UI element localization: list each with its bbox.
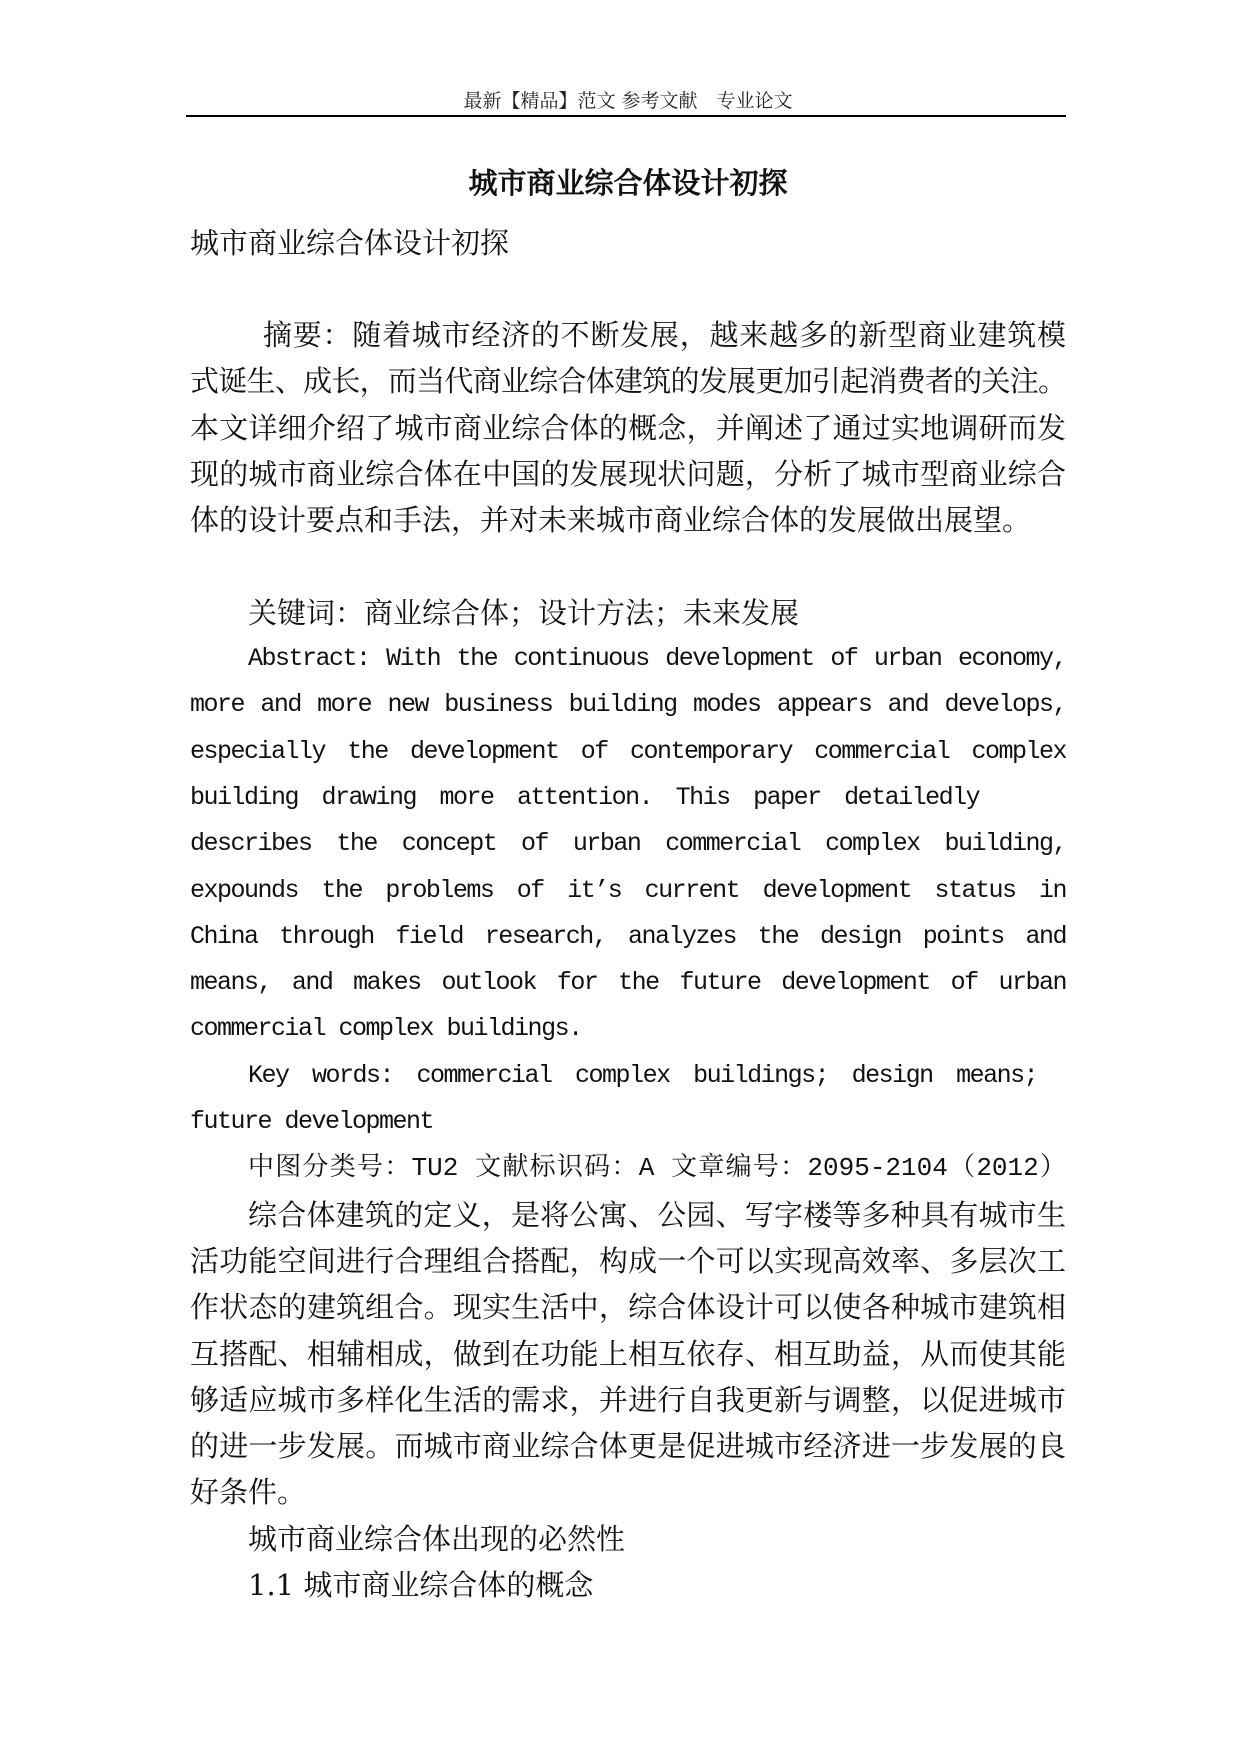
abstract-en-line: Abstract: With the continuous development of urban economy,: [248, 644, 1066, 674]
abstract-cn-line: 体的设计要点和手法，并对未来城市商业综合体的发展做出展望。: [190, 503, 1032, 538]
running-header: 最新【精品】范文 参考文献 专业论文: [463, 90, 793, 112]
body-paragraph: [190, 1192, 1066, 1516]
abstract-cn-line: 摘要：随着城市经济的不断发展，越来越多的新型商业建筑模: [263, 318, 1066, 352]
body-line: 活功能空间进行合理组合搭配，构成一个可以实现高效率、多层次工: [190, 1243, 1066, 1278]
keywords-en-line: Key words: commercial complex buildings; design means;: [248, 1060, 1038, 1090]
section-heading: 城市商业综合体出现的必然性: [248, 1521, 626, 1556]
abstract-en-line: more and more new business building modes appears and develops,: [190, 690, 1066, 720]
classification-line: 中图分类号：TU2 文献标识码：A 文章编号：2095-2104（2012）: [248, 1153, 1066, 1184]
subsection-heading: 1.1 城市商业综合体的概念: [248, 1568, 594, 1603]
body-line: 好条件。: [190, 1475, 307, 1510]
abstract-cn: [190, 312, 1066, 543]
keywords-en: [190, 1053, 1066, 1146]
body-line: 作状态的建筑组合。现实生活中，综合体设计可以使各种城市建筑相: [190, 1290, 1066, 1325]
abstract-en-line: especially the development of contemporary commercial complex: [190, 736, 1066, 766]
abstract-en-line: expounds the problems of it’s current development status in: [190, 875, 1066, 905]
body-line: 综合体建筑的定义，是将公寓、公园、写字楼等多种具有城市生: [248, 1197, 1066, 1232]
keywords-cn: 关键词：商业综合体；设计方法；未来发展: [248, 595, 800, 630]
abstract-cn-line: 现的城市商业综合体在中国的发展现状问题，分析了城市型商业综合: [190, 456, 1066, 491]
document-body: [190, 312, 1066, 1608]
abstract-cn-line: 式诞生、成长，而当代商业综合体建筑的发展更加引起消费者的关注。: [190, 364, 1066, 399]
document-subtitle: 城市商业综合体设计初探: [190, 226, 510, 260]
document-title: 城市商业综合体设计初探: [468, 166, 788, 200]
abstract-en-line: means, and makes outlook for the future development of urban: [190, 968, 1066, 998]
abstract-en-line: building drawing more attention. This paper detailedly: [190, 782, 980, 812]
keywords-en-line: future development: [190, 1107, 434, 1137]
header-rule: [186, 115, 1066, 117]
body-line: 够适应城市多样化生活的需求，并进行自我更新与调整，以促进城市: [190, 1382, 1066, 1417]
abstract-en-line: China through field research, analyzes the design points and: [190, 921, 1066, 951]
body-line: 互搭配、相辅相成，做到在功能上相互依存、相互助益，从而使其能: [190, 1336, 1066, 1371]
abstract-en: [190, 636, 1066, 1053]
abstract-en-line: commercial complex buildings.: [190, 1014, 582, 1044]
blank-line: [190, 543, 1066, 589]
abstract-en-line: describes the concept of urban commercial complex building,: [190, 829, 1066, 859]
body-line: 的进一步发展。而城市商业综合体更是促进城市经济进一步发展的良: [190, 1429, 1066, 1464]
abstract-cn-line: 本文详细介绍了城市商业综合体的概念，并阐述了通过实地调研而发: [190, 410, 1066, 445]
